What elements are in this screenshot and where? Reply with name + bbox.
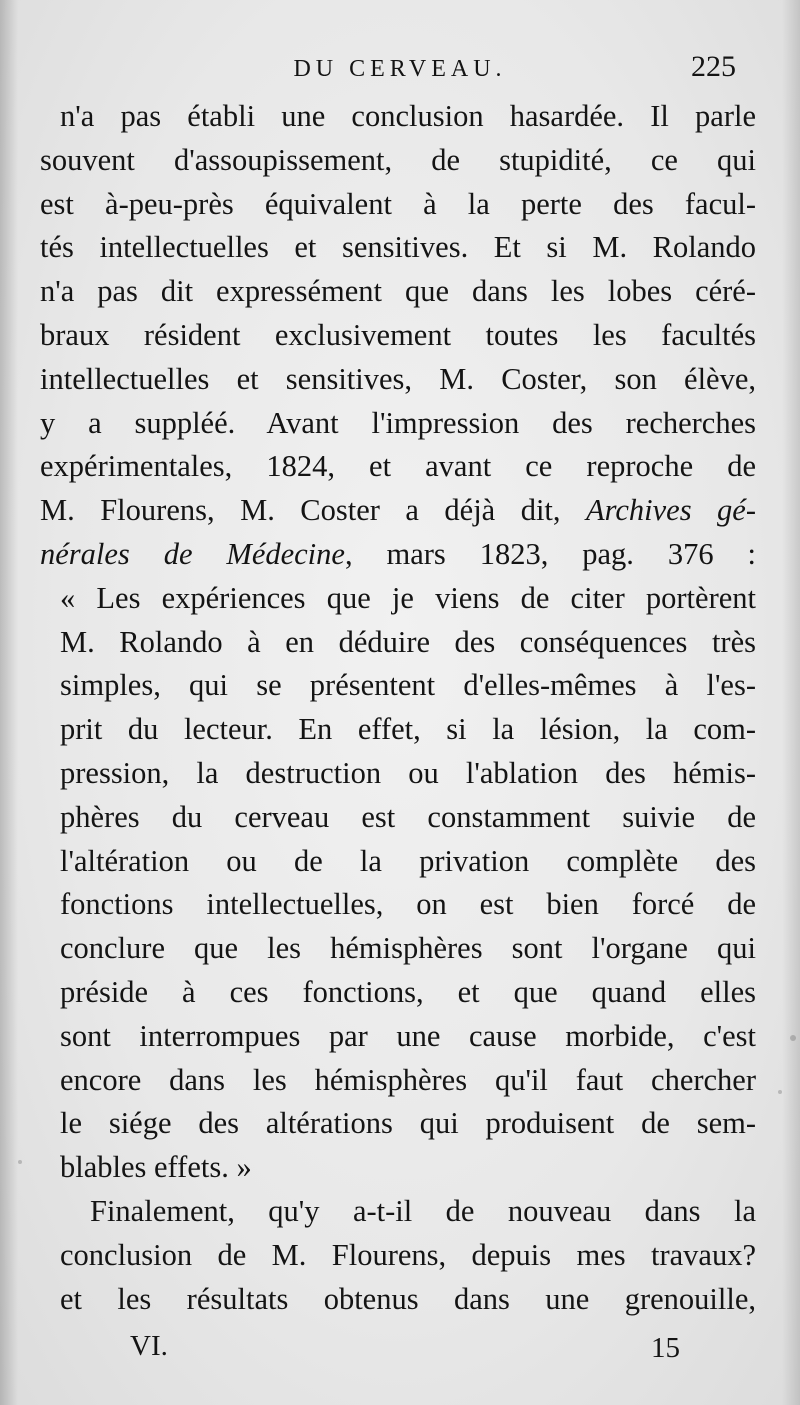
page-footer: [100, 1330, 700, 1370]
text-line: pression, la destruction ou l'ablation des hémis-: [60, 755, 756, 790]
signature-mark: VI.: [130, 1330, 168, 1362]
text-line: sont interrompues par une cause morbide, c'est: [60, 1018, 756, 1053]
ink-spot: [790, 1035, 796, 1041]
text-line: prit du lecteur. En effet, si la lésion, la com-: [60, 712, 756, 747]
text-line: n'a pas dit expressément que dans les lobes céré-: [40, 274, 756, 309]
text-line: blables effets. »: [60, 1150, 252, 1185]
text-line: le siége des altérations qui produisent de sem-: [60, 1106, 756, 1141]
text-line: M. Rolando à en déduire des conséquences très: [60, 624, 756, 659]
text-line: l'altération ou de la privation complète des: [60, 843, 756, 878]
text-line: Finalement, qu'y a-t-il de nouveau dans la: [90, 1193, 756, 1228]
text-line: expérimentales, 1824, et avant ce reproche de: [40, 449, 756, 484]
signature-folio: 15: [651, 1332, 680, 1364]
italic-citation: Archives gé-: [586, 493, 756, 528]
page-number: 225: [691, 50, 736, 83]
text-line: y a suppléé. Avant l'impression des recherches: [40, 405, 756, 440]
text-line: fonctions intellectuelles, on est bien forcé de: [60, 887, 756, 922]
text-line: tés intellectuelles et sensitives. Et si M. Rolando: [40, 230, 756, 265]
text-line: et les résultats obtenus dans une grenouille,: [60, 1281, 756, 1316]
ink-spot: [778, 1090, 782, 1094]
text-line: est à-peu-près équivalent à la perte des facul-: [40, 186, 756, 221]
page-right-shadow: [782, 0, 800, 1405]
text-line: [40, 489, 756, 533]
text-line: braux résident exclusivement toutes les facultés: [40, 317, 756, 352]
text-line: souvent d'assoupissement, de stupidité, ce qui: [40, 142, 756, 177]
text-run: M. Flourens, M. Coster a déjà dit,: [40, 493, 586, 528]
ink-spot: [18, 1160, 22, 1164]
text-line: phères du cerveau est constamment suivie de: [60, 799, 756, 834]
body-text: [40, 95, 756, 1321]
text-line: [40, 533, 756, 577]
page-left-shadow: [0, 0, 18, 1405]
italic-citation: nérales de Médecine: [40, 536, 345, 571]
text-line: conclusion de M. Flourens, depuis mes travaux?: [60, 1237, 756, 1272]
running-head: [60, 50, 740, 90]
text-line: « Les expériences que je viens de citer portèrent: [60, 580, 756, 615]
text-line: n'a pas établi une conclusion hasardée. Il parle: [60, 99, 756, 133]
text-line: simples, qui se présentent d'elles-mêmes à l'es-: [60, 668, 756, 703]
text-line: préside à ces fonctions, et que quand elles: [60, 974, 756, 1009]
text-run: , mars 1823, pag. 376 :: [344, 536, 756, 571]
running-title: DU CERVEAU.: [293, 56, 507, 82]
text-line: conclure que les hémisphères sont l'organe qui: [60, 931, 756, 966]
text-line: encore dans les hémisphères qu'il faut chercher: [60, 1062, 756, 1097]
text-line: intellectuelles et sensitives, M. Coster, son élève,: [40, 361, 756, 396]
